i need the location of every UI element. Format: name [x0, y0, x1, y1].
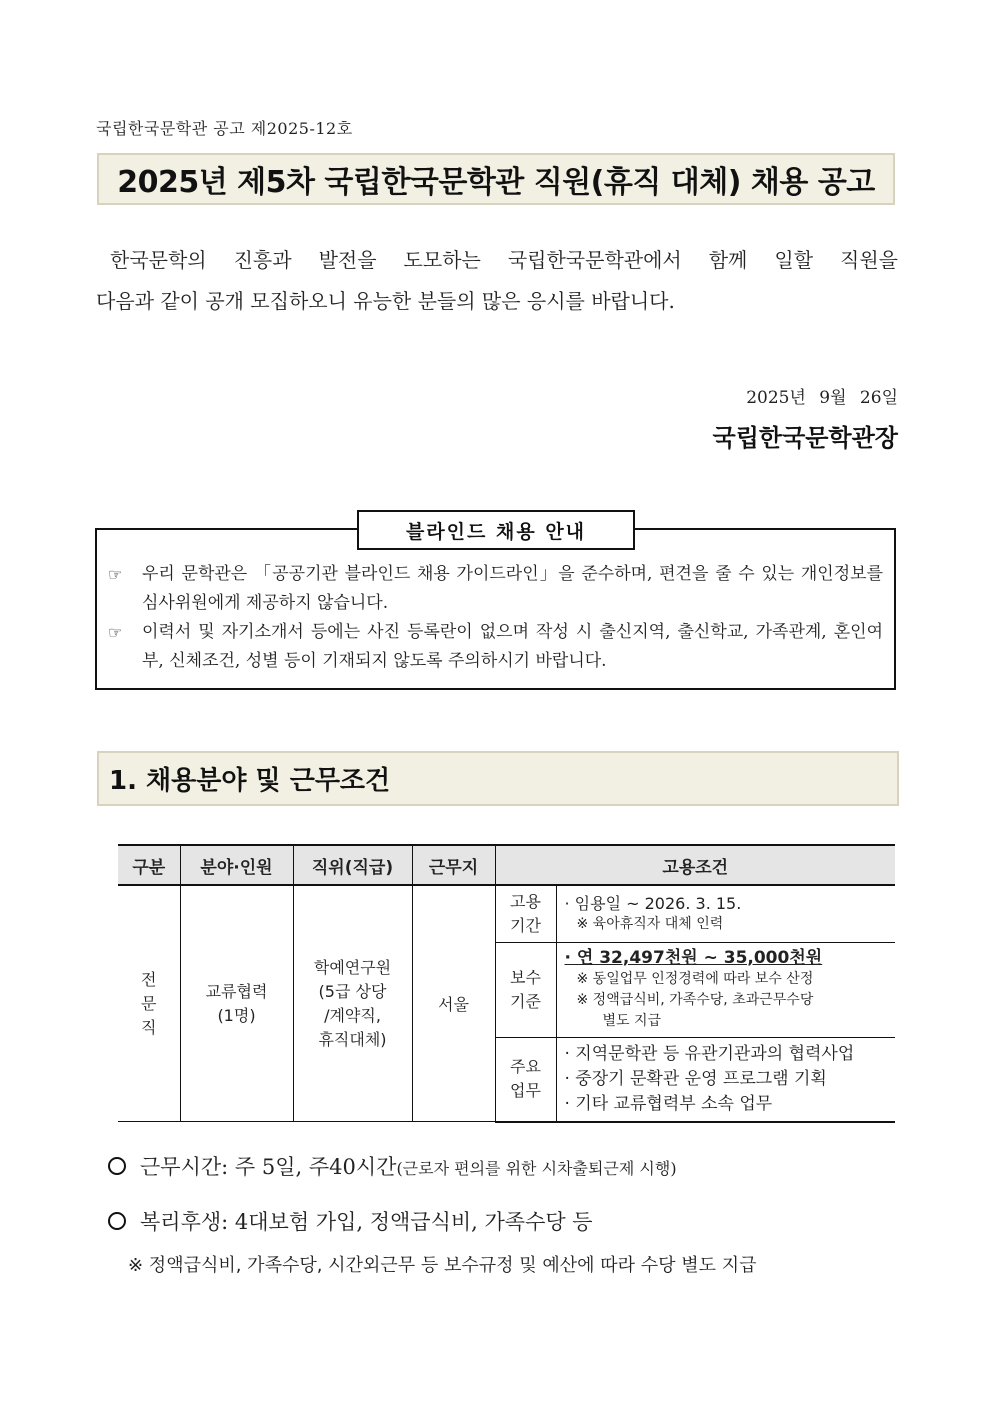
intro-paragraph [96, 240, 898, 322]
position-line: /계약직, [324, 1005, 381, 1025]
section-1-title: 1. 채용분야 및 근무조건 [109, 766, 391, 796]
period-main: · 임용일 ~ 2026. 3. 15. [564, 893, 742, 913]
working-hours-text: 근무시간: 주 5일, 주40시간 [140, 1155, 397, 1179]
section-1-banner [97, 751, 899, 806]
header-category: 구분 [118, 845, 180, 885]
pay-note-2: ※ 정액급식비, 가족수당, 초과근무수당 [576, 991, 814, 1008]
pointing-hand-icon: ☞ [108, 623, 123, 642]
intro-line-2: 다음과 같이 공개 모집하오니 유능한 분들의 많은 응시를 바랍니다. [96, 289, 675, 313]
header-location: 근무지 [412, 845, 495, 885]
position-cell [293, 885, 412, 1122]
pay-cell [556, 942, 895, 1037]
field-text: 교류협력 [205, 981, 268, 1001]
blind-item-1 [108, 560, 883, 618]
welfare-text: 복리후생: 4대보험 가입, 정액급식비, 가족수당 등 [140, 1210, 593, 1234]
header-conditions: 고용조건 [495, 845, 895, 885]
table-header-row [118, 845, 895, 885]
pay-note-3: 별도 지급 [602, 1012, 662, 1029]
blind-item-text: 우리 문학관은 「공공기관 블라인드 채용 가이드라인」을 준수하며, 편견을 줄 수 있는 개인정보를 심사위원에게 제공하지 않습니다. [142, 564, 883, 613]
pay-label: 보수기준 [510, 967, 541, 1011]
circle-bullet-icon [108, 1157, 126, 1175]
duty-item: · 기타 교류협력부 소속 업무 [564, 1093, 773, 1114]
pay-range: · 연 32,497천원 ~ 35,000천원 [564, 947, 823, 968]
period-note: ※ 육아휴직자 대체 인력 [576, 915, 724, 932]
period-label: 고용기간 [510, 891, 541, 935]
intro-line-1: 한국문학의 진흥과 발전을 도모하는 국립한국문학관에서 함께 일할 직원을 [110, 248, 898, 272]
category-text: 전문직 [141, 969, 157, 1037]
duty-item: · 지역문학관 등 유관기관과의 협력사업 [564, 1043, 855, 1064]
header-field: 분야·인원 [180, 845, 293, 885]
pay-note-1: ※ 동일업무 인정경력에 따라 보수 산정 [576, 970, 814, 987]
notice-number: 국립한국문학관 공고 제2025-12호 [96, 119, 353, 138]
headcount-text: (1명) [217, 1005, 256, 1025]
duty-item: · 중장기 문확관 운영 프로그램 기획 [564, 1068, 827, 1089]
page-title: 2025년 제5차 국립한국문학관 직원(휴직 대체) 채용 공고 [117, 165, 875, 200]
table-row [118, 885, 895, 942]
field-cell [180, 885, 293, 1122]
position-line: 휴직대체) [318, 1029, 387, 1049]
pointing-hand-icon: ☞ [108, 565, 123, 584]
duties-label: 주요업무 [510, 1057, 541, 1100]
title-banner [97, 153, 895, 205]
blind-hiring-list [108, 560, 883, 676]
blind-item-2 [108, 618, 883, 676]
period-cell [556, 885, 895, 942]
duties-cell [556, 1037, 895, 1122]
category-cell [118, 885, 180, 1122]
pay-label-cell [495, 942, 556, 1037]
blind-hiring-title-box [357, 510, 635, 550]
issuer-name: 국립한국문학관장 [712, 423, 898, 452]
location-cell: 서울 [412, 885, 495, 1122]
announcement-date: 2025년 9월 26일 [746, 388, 898, 408]
working-hours-note: (근로자 편의를 위한 시차출퇴근제 시행) [396, 1159, 677, 1178]
job-conditions-table [118, 844, 895, 1123]
welfare-bullet [108, 1206, 593, 1236]
header-position: 직위(직급) [293, 845, 412, 885]
position-line: (5급 상당 [318, 981, 387, 1001]
blind-item-text: 이력서 및 자기소개서 등에는 사진 등록란이 없으며 작성 시 출신지역, 출신학교, 가족관계, 혼인여부, 신체조건, 성별 등이 기재되지 않도록 주의하시기 바랍니다. [142, 622, 883, 671]
welfare-note: ※ 정액급식비, 가족수당, 시간외근무 등 보수규정 및 예산에 따라 수당 별도 지급 [128, 1255, 757, 1276]
position-line: 학예연구원 [313, 957, 392, 977]
working-hours-bullet [108, 1151, 677, 1181]
period-label-cell [495, 885, 556, 942]
circle-bullet-icon [108, 1212, 126, 1230]
blind-hiring-title: 블라인드 채용 안내 [405, 520, 587, 543]
duties-label-cell [495, 1037, 556, 1122]
